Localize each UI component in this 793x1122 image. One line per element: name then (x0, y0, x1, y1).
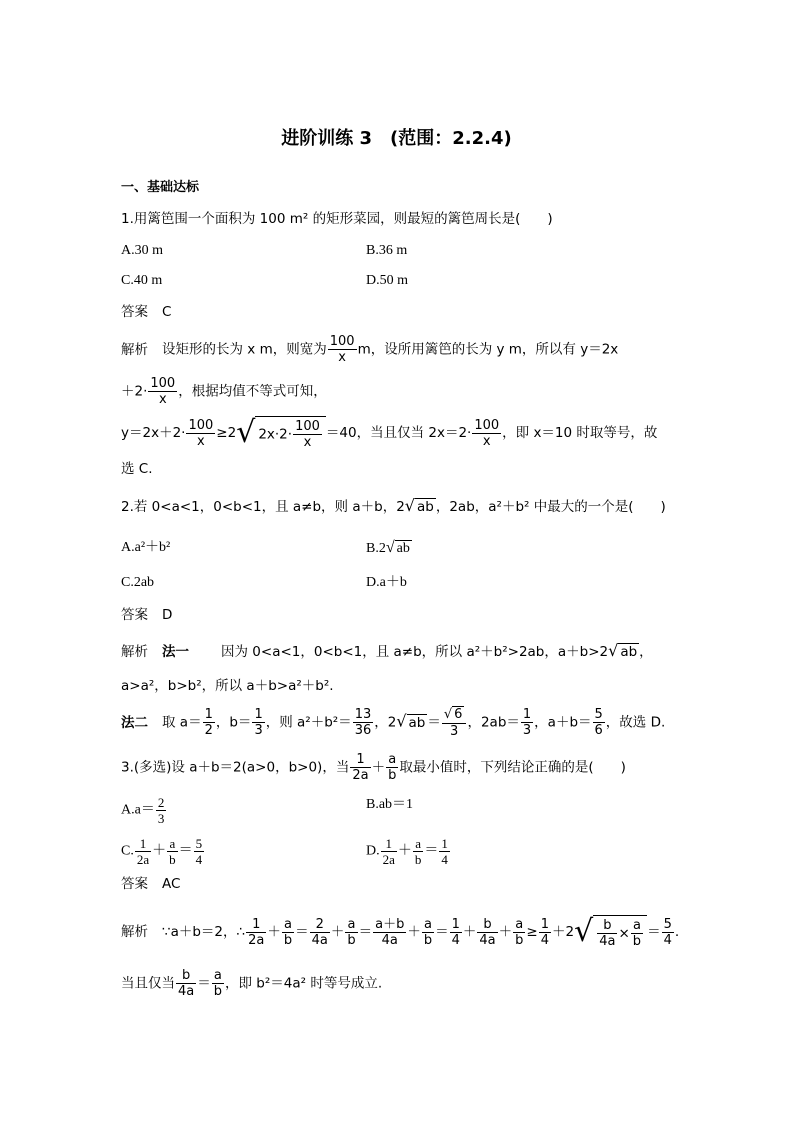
q1-option-a: A.30 m (121, 243, 163, 258)
q2-option-c: C.2ab (121, 575, 155, 590)
q1-option-c: C.40 m (121, 273, 163, 288)
q2-stem: 2.若 0<a<1，0<b<1，且 a≠b，则 a＋b，2√ ab ，2ab，a²＋b² 中最大的一个是( ) (121, 496, 666, 515)
q1-analysis-line-1: 解析 设矩形的长为 x m，则宽为 $\frac{100}{x}$ m，设所用篱笆的长为 y m，所以有 y＝2x (121, 334, 619, 365)
q3-option-b: B.ab＝1 (366, 797, 414, 812)
q2-analysis-line-1: 解析 法一 因为 0<a<1，0<b<1，且 a≠b，所以 a²＋b²>2ab，a＋b>2√ ab ， (121, 641, 653, 660)
q2-answer: 答案 D (121, 607, 173, 623)
method-one-label: 法一 (162, 644, 189, 660)
q1-analysis-line-2: ＋2· $\frac{100}{x}$ ，根据均值不等式可知， (121, 376, 327, 407)
q3-option-a: A.a＝ $\frac{2}{3}$ (121, 795, 165, 826)
radicand: ab (417, 499, 434, 515)
analysis-label: 解析 (121, 341, 148, 358)
radicand: $\frac{b}{4a}$ × $\frac{a}{b}$ (593, 915, 647, 949)
q2-option-b: B.2√ ab (366, 539, 410, 556)
q1-option-b: B.36 m (366, 243, 408, 258)
answer-label: 答案 (121, 304, 148, 320)
q2-option-d: D.a＋b (366, 575, 407, 590)
q1-analysis-line-3: y＝2x＋2· $\frac{100}{x}$ ≥2√ 2x·2· $\frac{100}{x}$ ＝40，当且仅当 2x＝2· $\frac{100}{x}$ ，即 x＝10 时取等号，故 (121, 415, 658, 450)
q2-analysis-line-3: 法二 取 a＝ $\frac{1}{2}$ ，b＝ $\frac{1}{3}$ ，则 a²＋b²＝ $\frac{13}{36}$ ，2√ ab ＝ $\frac{√ 6}{3}$ ，2ab＝ $\frac{1}{3}$ ，a＋b＝ $\frac{5}{6}$ ，故选 D. (121, 707, 666, 739)
q1-option-d: D.50 m (366, 273, 408, 288)
fraction: $\frac{100}{x}$ (474, 417, 500, 449)
q1-stem: 1.用篱笆围一个面积为 100 m² 的矩形菜园，则最短的篱笆周长是( ) (121, 211, 553, 227)
q3-analysis-line-2: 当且仅当 $\frac{b}{4a}$ ＝ $\frac{a}{b}$ ，即 b²＝4a² 时等号成立. (121, 968, 383, 999)
q3-stem: 3.(多选)设 a＋b＝2(a>0，b>0)，当 $\frac{1}{2a}$ ＋ $\frac{a}{b}$ 取最小值时，下列结论正确的是( ) (121, 752, 626, 783)
q1-analysis-line-4: 选 C. (121, 461, 153, 477)
page-title: 进阶训练 3 (范围：2.2.4) (281, 128, 512, 149)
q2-analysis-line-2: a>a²，b>b²，所以 a＋b>a²＋b². (121, 678, 334, 694)
fraction: $\frac{100}{x}$ (150, 376, 176, 407)
radicand: 2x·2· $\frac{100}{x}$ (255, 416, 326, 450)
q1-answer (121, 302, 171, 322)
fraction: $\frac{100}{x}$ (188, 417, 214, 449)
q3-answer: 答案 AC (121, 876, 181, 892)
q3-option-d: D. $\frac{1}{2a}$ ＋ $\frac{a}{b}$ ＝ $\frac{1}{4}$ (366, 836, 448, 867)
radical-sign: √ (236, 415, 256, 450)
q3-analysis-line-1: 解析 ∵a＋b＝2，∴ $\frac{1}{2a}$ ＋ $\frac{a}{b}$ ＝ $\frac{2}{4a}$ ＋ $\frac{a}{b}$ ＝ $\frac{a+b}{4a}$ ＋ $\frac{a}{b}$ ＝ $\frac{1}{4}$ ＋ $\frac{b}{4a}$ ＋ $\frac{a}{b}$ ≥ $\frac{1}{4}$ ＋2√ $\frac{b}{4a}$ × $\frac{a}{b}$ ＝ $\frac{5}{4}$ . (121, 914, 680, 949)
method-two-label: 法二 (121, 714, 148, 731)
answer-value: C (162, 304, 172, 320)
q3-option-c: C. $\frac{1}{2a}$ ＋ $\frac{a}{b}$ ＝ $\frac{5}{4}$ (121, 836, 203, 867)
section-heading: 一、基础达标 (121, 180, 200, 195)
q2-option-a: A.a²＋b² (121, 540, 171, 555)
fraction: $\frac{100}{x}$ (329, 334, 355, 365)
